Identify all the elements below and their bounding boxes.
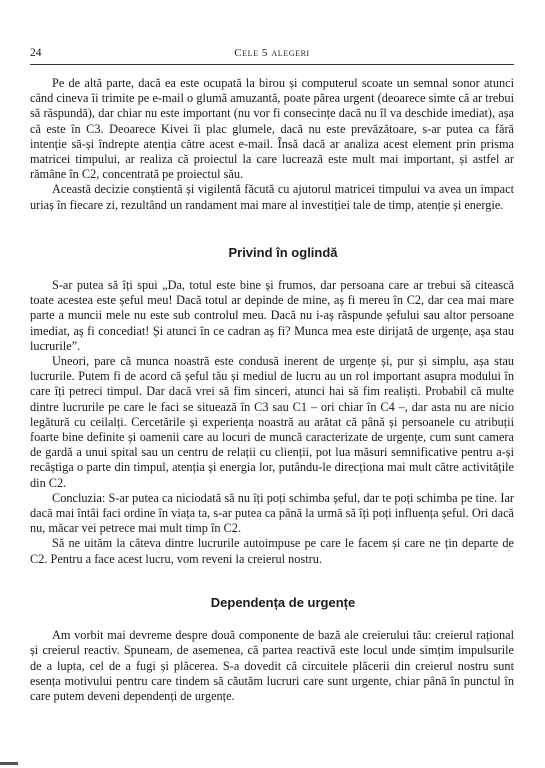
- running-title: Cele 5 alegeri: [234, 47, 310, 59]
- paragraph: Pe de altă parte, dacă ea este ocupată la birou și computerul scoate un semnal sonor atunci când cineva îi trimite pe e-mail o glumă amuzantă, poate părea urgent (deoarece simte că ar trebui să răspundă), dar chiar nu este important (nu vor fi consecințe dacă nu îl va deschide imediat), așa că este în C3. Deoarece Kivei îi plac glumele, dacă nu este prevăzătoare, s-ar putea ca fără intenție să-și îndrepte atenția către acest e-mail. Însă dacă ar analiza acest element prin prisma matricei timpului, ar realiza că proiectul la care lucrează este mult mai important, și astfel ar rămâne în C2, concentrată pe proiectul său.: [30, 76, 514, 182]
- paragraph: Concluzia: S-ar putea ca niciodată să nu îți poți schimba șeful, dar te poți schimba pe tine. Iar dacă mai întâi faci ordine în viața ta, s-ar putea ca până la urmă să îți poți influența șeful. Ori dacă nu, măcar vei petrece mai mult timp în C2.: [30, 490, 514, 536]
- page-number: 24: [30, 47, 42, 59]
- section-heading: Privind în oglindă: [228, 244, 338, 260]
- paragraph: Această decizie conștientă și vigilentă făcută cu ajutorul matricei timpului va avea un impact uriaș în fiecare zi, rezultând un randament mai mare al investiției tale de timp, atenție și energie.: [30, 182, 514, 212]
- page-body: [30, 76, 514, 704]
- paragraph: Am vorbit mai devreme despre două componente de bază ale creierului tău: creierul rațional și creierul reactiv. Spuneam, de asemenea, că partea reactivă este locul unde simțim impulsurile de a lupta, cel de a fugi și plăcerea. S-a dovedit că circuitele plăcerii din creierul nostru sunt esența motivului pentru care tindem să căutăm lucruri care sunt urgente, chiar până în punctul în care putem deveni dependenți de urgențe.: [30, 628, 514, 703]
- paragraph: S-ar putea să îți spui „Da, totul este bine și frumos, dar persoana care ar trebui să citească toate acestea este șeful meu! Dacă totul ar depinde de mine, aș fi mereu în C2, dar cea mai mare parte a muncii mele nu este sub controlul meu. Dacă nu i-aș răspunde șefului sau altor persoane imediat, aș fi concediat! Și atunci în ce cadran aș fi? Munca mea este dirijată de urgențe, așa stau lucrurile”.: [30, 278, 514, 353]
- paragraph: Să ne uităm la câteva dintre lucrurile autoimpuse pe care le facem și care ne țin departe de C2. Pentru a face acest lucru, vom reveni la creierul nostru.: [30, 536, 514, 566]
- page-header: [30, 46, 514, 65]
- paragraph: Uneori, pare că munca noastră este condusă inerent de urgențe și, pur și simplu, așa stau lucrurile. Putem fi de acord că șeful tău și mediul de lucru au un rol important asupra modului în care îți petreci timpul. Dar dacă vrei să fim sinceri, atunci hai să fim realiști. Probabil că multe dintre lucrurile pe care le faci se situează în C3 sau C1 – ori chiar în C4 –, dar asta nu are nicio legătură cu ceilalți. Cercetările și experiența noastră au arătat că până și persoanele cu atribuții foarte bine definite și oamenii care au locuri de muncă caracterizate de urgențe, cum sunt camera de gardă a unui spital sau un centru de relații cu clienții, pot lua măsuri semnificative pentru a-și recâștiga o parte din timpul, atenția și energia lor, putându-le direcționa mai mult către activitățile din C2.: [30, 354, 514, 490]
- section-heading: Dependența de urgențe: [210, 594, 356, 610]
- scan-edge-mark: [0, 762, 18, 765]
